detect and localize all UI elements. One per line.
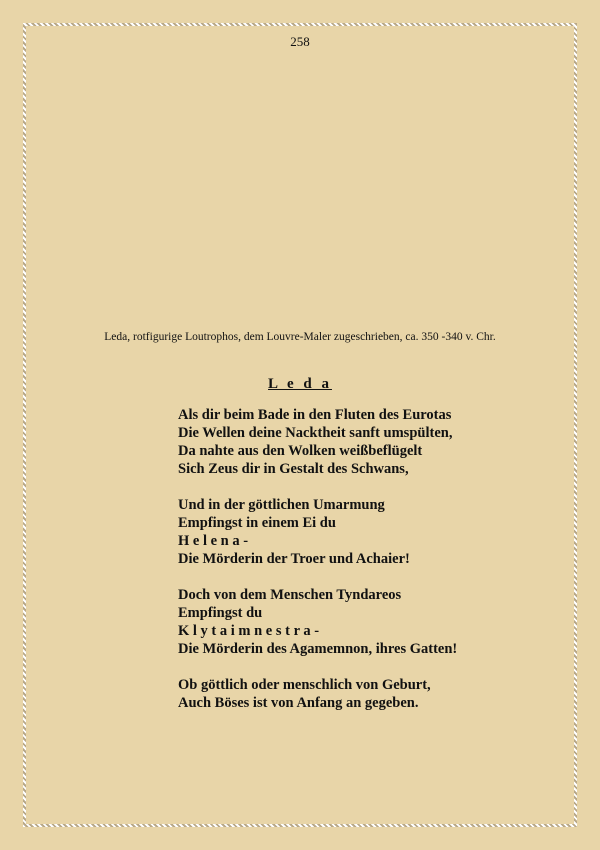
poem-line: Empfingst in einem Ei du: [178, 515, 336, 531]
stanza: [178, 586, 457, 658]
poem-line: Die Mörderin der Troer und Achaier!: [178, 551, 410, 567]
poem-line: Doch von dem Menschen Tyndareos: [178, 587, 402, 603]
image-caption: Leda, rotfigurige Loutrophos, dem Louvre-Maler zugeschrieben, ca. 350 -340 v. Chr.: [104, 331, 496, 343]
poem-line: Auch Böses ist von Anfang an gegeben.: [178, 695, 419, 711]
poem-body: [178, 406, 457, 730]
poem-line: Die Wellen deine Nacktheit sanft umspülten,: [178, 425, 453, 441]
poem-line: Als dir beim Bade in den Fluten des Eurotas: [178, 407, 452, 423]
poem-line: H e l e n a -: [178, 533, 249, 549]
poem-line: Die Mörderin des Agamemnon, ihres Gatten!: [178, 641, 458, 657]
poem-line: K l y t a i m n e s t r a -: [178, 623, 320, 639]
stanza: [178, 496, 457, 568]
stanza: [178, 406, 457, 478]
poem-line: Sich Zeus dir in Gestalt des Schwans,: [178, 461, 409, 477]
poem-line: Empfingst du: [178, 605, 263, 621]
poem-line: Da nahte aus den Wolken weißbeflügelt: [178, 443, 423, 459]
stanza: [178, 676, 457, 712]
page-number: 258: [290, 34, 310, 49]
poem-line: Ob göttlich oder menschlich von Geburt,: [178, 677, 431, 693]
poem-title: L e d a: [268, 376, 332, 392]
poem-line: Und in der göttlichen Umarmung: [178, 497, 385, 513]
